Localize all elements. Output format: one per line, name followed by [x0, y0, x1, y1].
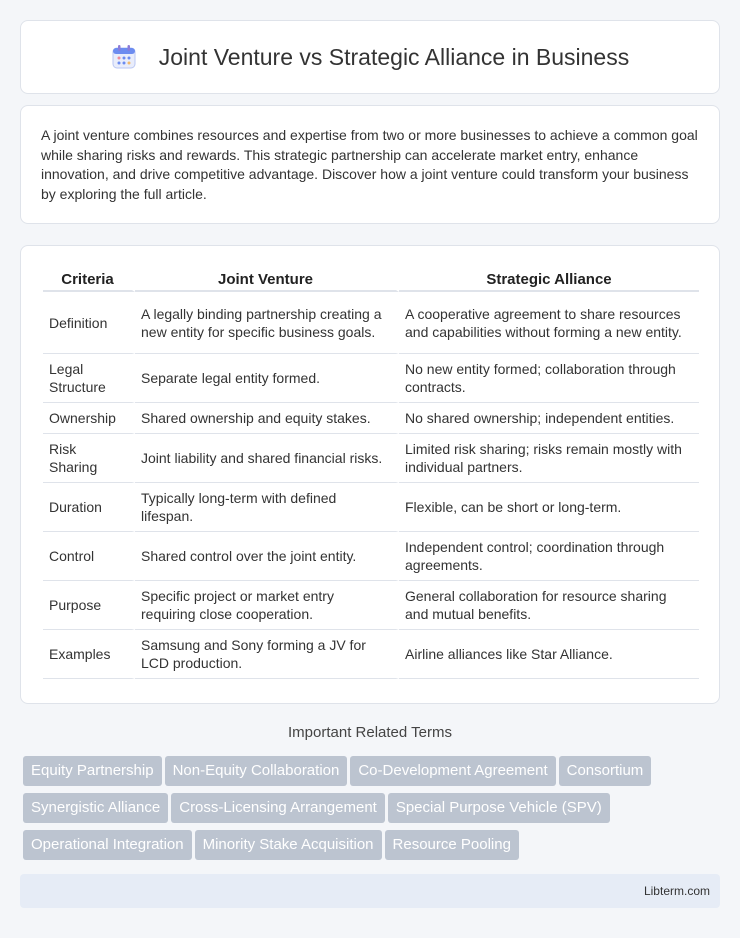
comparison-table: [43, 266, 699, 679]
row-strategic-alliance: General collaboration for resource sharing and mutual benefits.: [399, 581, 699, 630]
related-term-chip[interactable]: Equity Partnership: [23, 756, 162, 786]
header-joint-venture: Joint Venture: [135, 266, 399, 292]
related-term-chip[interactable]: Cross-Licensing Arrangement: [171, 793, 385, 823]
row-criteria: Examples: [43, 630, 135, 679]
row-criteria: Ownership: [43, 403, 135, 434]
related-term-chip[interactable]: Co-Development Agreement: [350, 756, 555, 786]
intro-text: A joint venture combines resources and expertise from two or more businesses to achieve a common goal while sharing risks and rewards. This strategic partnership can accelerate market entry, enhance innovation, and drive competitive advantage. Discover how a joint venture could transform your business by exploring the full article.: [41, 127, 698, 202]
related-term-chip[interactable]: Special Purpose Vehicle (SPV): [388, 793, 610, 823]
header-card: [20, 20, 720, 94]
row-joint-venture: Shared control over the joint entity.: [135, 532, 399, 581]
related-terms-title: Important Related Terms: [288, 724, 452, 741]
related-term-chip[interactable]: Operational Integration: [23, 830, 192, 860]
row-criteria: Duration: [43, 483, 135, 532]
row-criteria: Risk Sharing: [43, 434, 135, 483]
table-row: [43, 434, 699, 483]
row-criteria: Control: [43, 532, 135, 581]
comparison-table-card: [20, 245, 720, 704]
table-header-row: [43, 266, 699, 292]
table-row: [43, 532, 699, 581]
row-joint-venture: Specific project or market entry requiring close cooperation.: [135, 581, 399, 630]
header-strategic-alliance: Strategic Alliance: [399, 266, 699, 292]
row-criteria: Purpose: [43, 581, 135, 630]
table-row: [43, 581, 699, 630]
related-term-chip[interactable]: Non-Equity Collaboration: [165, 756, 348, 786]
table-row: [43, 483, 699, 532]
related-term-chip[interactable]: Consortium: [559, 756, 652, 786]
related-term-chip[interactable]: Synergistic Alliance: [23, 793, 168, 823]
row-strategic-alliance: Airline alliances like Star Alliance.: [399, 630, 699, 679]
row-joint-venture: Shared ownership and equity stakes.: [135, 403, 399, 434]
row-joint-venture: Samsung and Sony forming a JV for LCD production.: [135, 630, 399, 679]
calendar-icon: [111, 44, 137, 70]
table-row: [43, 403, 699, 434]
table-row: [43, 354, 699, 403]
row-strategic-alliance: Independent control; coordination through agreements.: [399, 532, 699, 581]
footer-site-link[interactable]: Libterm.com: [643, 884, 710, 898]
row-criteria: Legal Structure: [43, 354, 135, 403]
row-strategic-alliance: No shared ownership; independent entities.: [399, 403, 699, 434]
page-title: Joint Venture vs Strategic Alliance in Business: [158, 43, 630, 70]
header-criteria: Criteria: [43, 266, 135, 292]
related-term-chip[interactable]: Resource Pooling: [385, 830, 519, 860]
row-strategic-alliance: A cooperative agreement to share resources and capabilities without forming a new entity.: [399, 292, 699, 354]
related-term-chip[interactable]: Minority Stake Acquisition: [195, 830, 382, 860]
footer-bar: [20, 874, 720, 908]
row-criteria: Definition: [43, 292, 135, 354]
table-row: [43, 630, 699, 679]
row-strategic-alliance: Flexible, can be short or long-term.: [399, 483, 699, 532]
row-strategic-alliance: No new entity formed; collaboration through contracts.: [399, 354, 699, 403]
row-joint-venture: Typically long-term with defined lifespan.: [135, 483, 399, 532]
row-strategic-alliance: Limited risk sharing; risks remain mostly with individual partners.: [399, 434, 699, 483]
row-joint-venture: Joint liability and shared financial risks.: [135, 434, 399, 483]
table-row: [43, 292, 699, 354]
related-terms-list: [23, 756, 723, 867]
intro-card: [20, 105, 720, 224]
row-joint-venture: A legally binding partnership creating a new entity for specific business goals.: [135, 292, 399, 354]
row-joint-venture: Separate legal entity formed.: [135, 354, 399, 403]
